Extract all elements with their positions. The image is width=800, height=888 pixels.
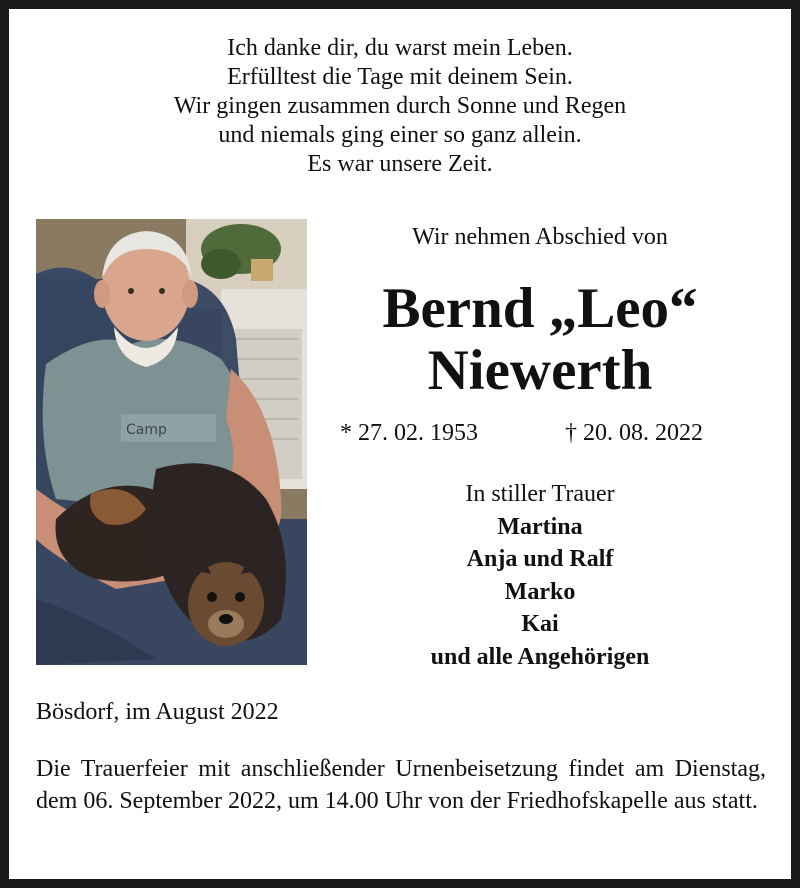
mourner-name: Marko — [504, 578, 576, 605]
place-date: Bösdorf, im August 2022 — [36, 699, 279, 725]
farewell-text: Wir nehmen Abschied von — [412, 224, 668, 250]
birth-date: * 27. 02. 1953 — [340, 420, 478, 446]
poem-line: Wir gingen zusammen durch Sonne und Regen — [173, 93, 627, 119]
poem-line: Ich danke dir, du warst mein Leben. — [227, 35, 573, 61]
shirt-print: Camp — [126, 422, 167, 438]
funeral-notice: Die Trauerfeier mit anschließender Urnenbeisetzung findet am Dienstag, dem 06. September 2022, um 14.00 Uhr von der Friedhofskapelle aus statt. — [36, 756, 766, 814]
mourner-name: Kai — [521, 611, 559, 637]
mourning-block — [320, 478, 760, 673]
mourner-name: und alle Angehörigen — [430, 643, 650, 670]
poem-line: Erfülltest die Tage mit deinem Sein. — [227, 64, 573, 90]
poem — [20, 34, 780, 179]
deceased-name — [320, 278, 760, 402]
mourner-name: Martina — [497, 513, 583, 540]
name-line-1: Bernd „Leo“ — [382, 277, 698, 340]
mourner-name: Anja und Ralf — [466, 546, 614, 572]
mourning-intro: In stiller Trauer — [465, 481, 615, 507]
portrait-photo — [36, 219, 307, 665]
name-line-2: Niewerth — [427, 339, 653, 402]
poem-line: und niemals ging einer so ganz allein. — [218, 122, 582, 148]
death-date: † 20. 08. 2022 — [565, 420, 703, 446]
poem-line: Es war unsere Zeit. — [307, 151, 493, 177]
